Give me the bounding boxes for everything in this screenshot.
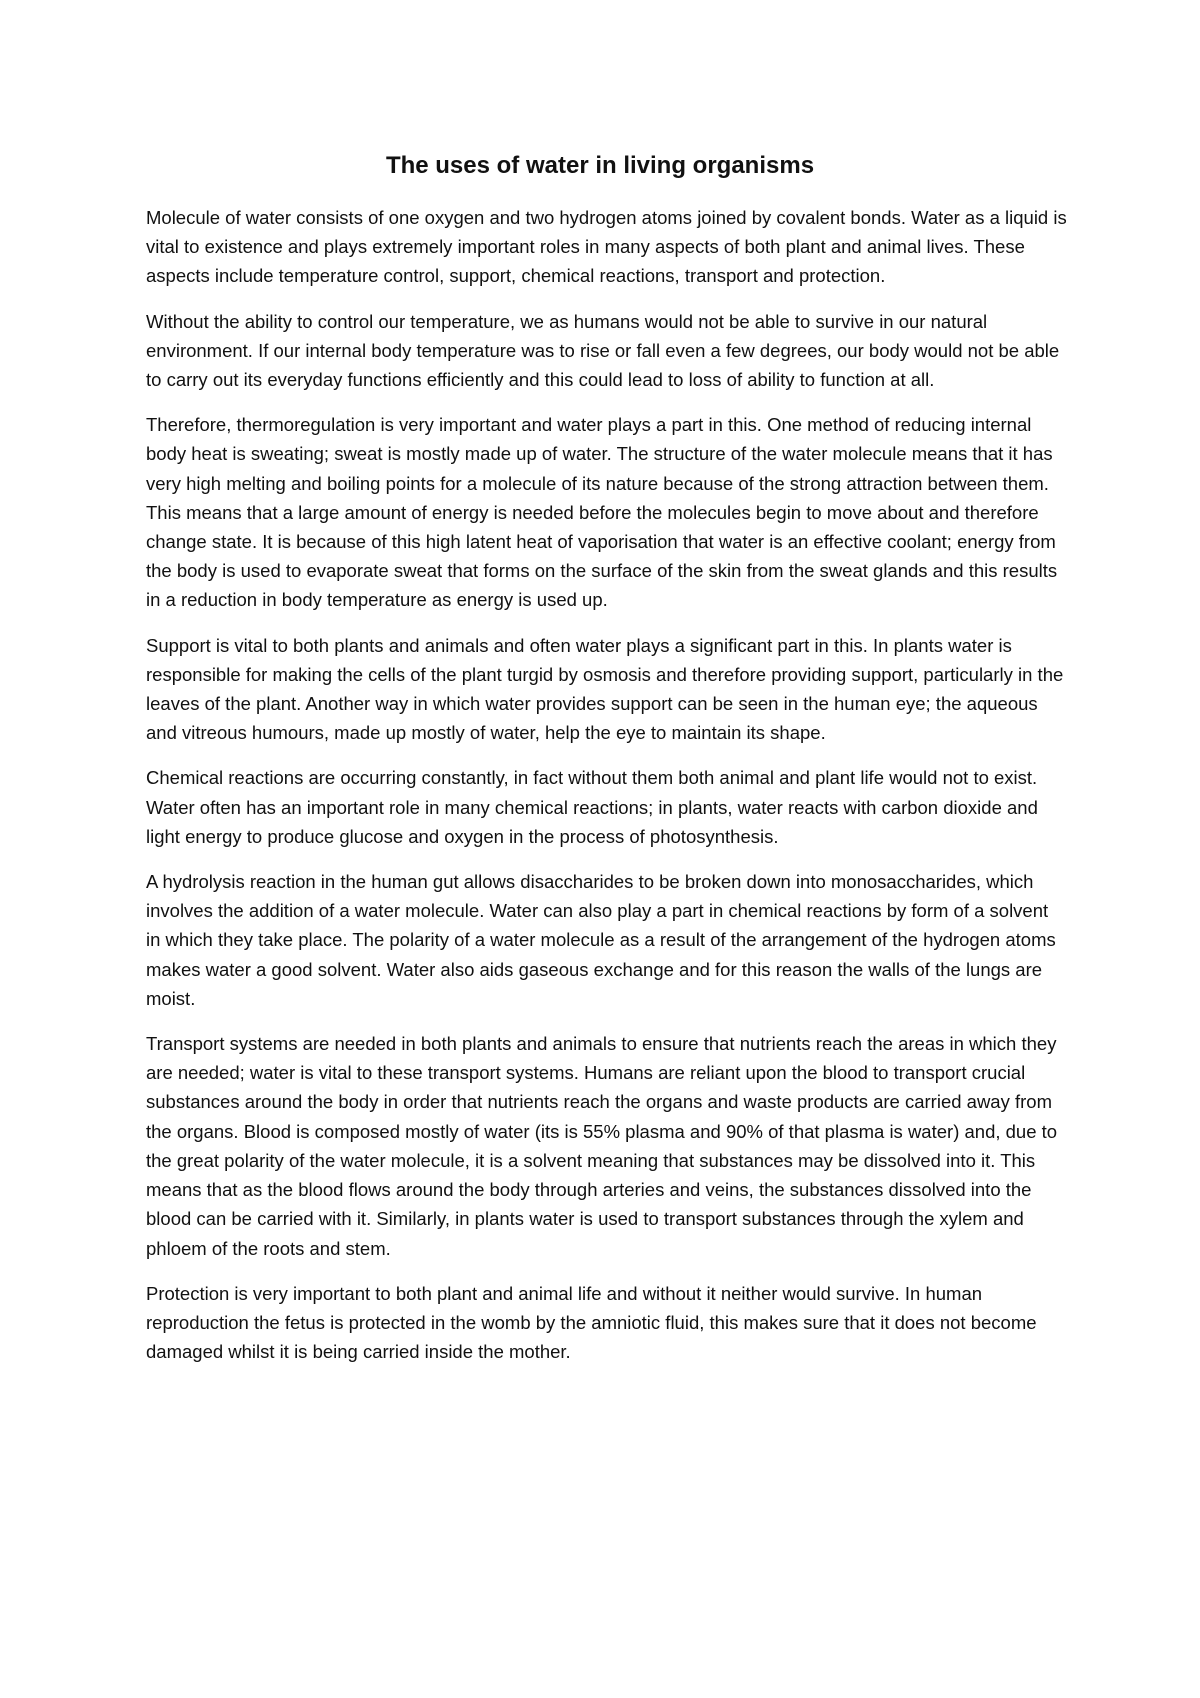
- paragraph-hydrolysis: A hydrolysis reaction in the human gut allows disaccharides to be broken down into monosaccharides, which involves the addition of a water molecule. Water can also play a part in chemical reactions by form of a solvent in which they take place. The polarity of a water molecule as a result of the arrangement of the hydrogen atoms makes water a good solvent. Water also aids gaseous exchange and for this reason the walls of the lungs are moist.: [146, 871, 1056, 1009]
- document-body: [146, 203, 1067, 1382]
- paragraph-transport: Transport systems are needed in both plants and animals to ensure that nutrients reach the areas in which they are needed; water is vital to these transport systems. Humans are reliant upon the blood to transport crucial substances around the body in order that nutrients reach the organs and waste products are carried away from the organs. Blood is composed mostly of water (its is 55% plasma and 90% of that plasma is water) and, due to the great polarity of the water molecule, it is a solvent meaning that substances may be dissolved into it. This means that as the blood flows around the body through arteries and veins, the substances dissolved into the blood can be carried with it. Similarly, in plants water is used to transport substances through the xylem and phloem of the roots and stem.: [146, 1033, 1058, 1259]
- paragraph-chemical-reactions: Chemical reactions are occurring constantly, in fact without them both animal and plant life would not to exist. Water often has an important role in many chemical reactions; in plants, water reacts with carbon dioxide and light energy to produce glucose and oxygen in the process of photosynthesis.: [146, 767, 1038, 847]
- paragraph-thermoregulation: Therefore, thermoregulation is very important and water plays a part in this. One method of reducing internal body heat is sweating; sweat is mostly made up of water. The structure of the water molecule means that it has very high melting and boiling points for a molecule of its nature because of the strong attraction between them. This means that a large amount of energy is needed before the molecules begin to move about and therefore change state. It is because of this high latent heat of vaporisation that water is an effective coolant; energy from the body is used to evaporate sweat that forms on the surface of the skin from the sweat glands and this results in a reduction in body temperature as energy is used up.: [146, 414, 1058, 611]
- paragraph-intro: Molecule of water consists of one oxygen and two hydrogen atoms joined by covalent bonds. Water as a liquid is vital to existence and plays extremely important roles in many aspects of both plant and animal lives. These aspects include temperature control, support, chemical reactions, transport and protection.: [146, 207, 1067, 287]
- paragraph-temperature: Without the ability to control our temperature, we as humans would not be able to survive in our natural environment. If our internal body temperature was to rise or fall even a few degrees, our body would not be able to carry out its everyday functions efficiently and this could lead to loss of ability to function at all.: [146, 310, 1060, 391]
- document-title: The uses of water in living organisms: [385, 152, 815, 179]
- paragraph-support: Support is vital to both plants and animals and often water plays a significant part in this. In plants water is responsible for making the cells of the plant turgid by osmosis and therefore providing support, particularly in the leaves of the plant. Another way in which water provides support can be seen in the human eye; the aqueous and vitreous humours, made up mostly of water, help the eye to maintain its shape.: [146, 634, 1064, 744]
- paragraph-protection: Protection is very important to both plant and animal life and without it neither would survive. In human reproduction the fetus is protected in the womb by the amniotic fluid, this makes sure that it does not become damaged whilst it is being carried inside the mother.: [146, 1282, 1037, 1363]
